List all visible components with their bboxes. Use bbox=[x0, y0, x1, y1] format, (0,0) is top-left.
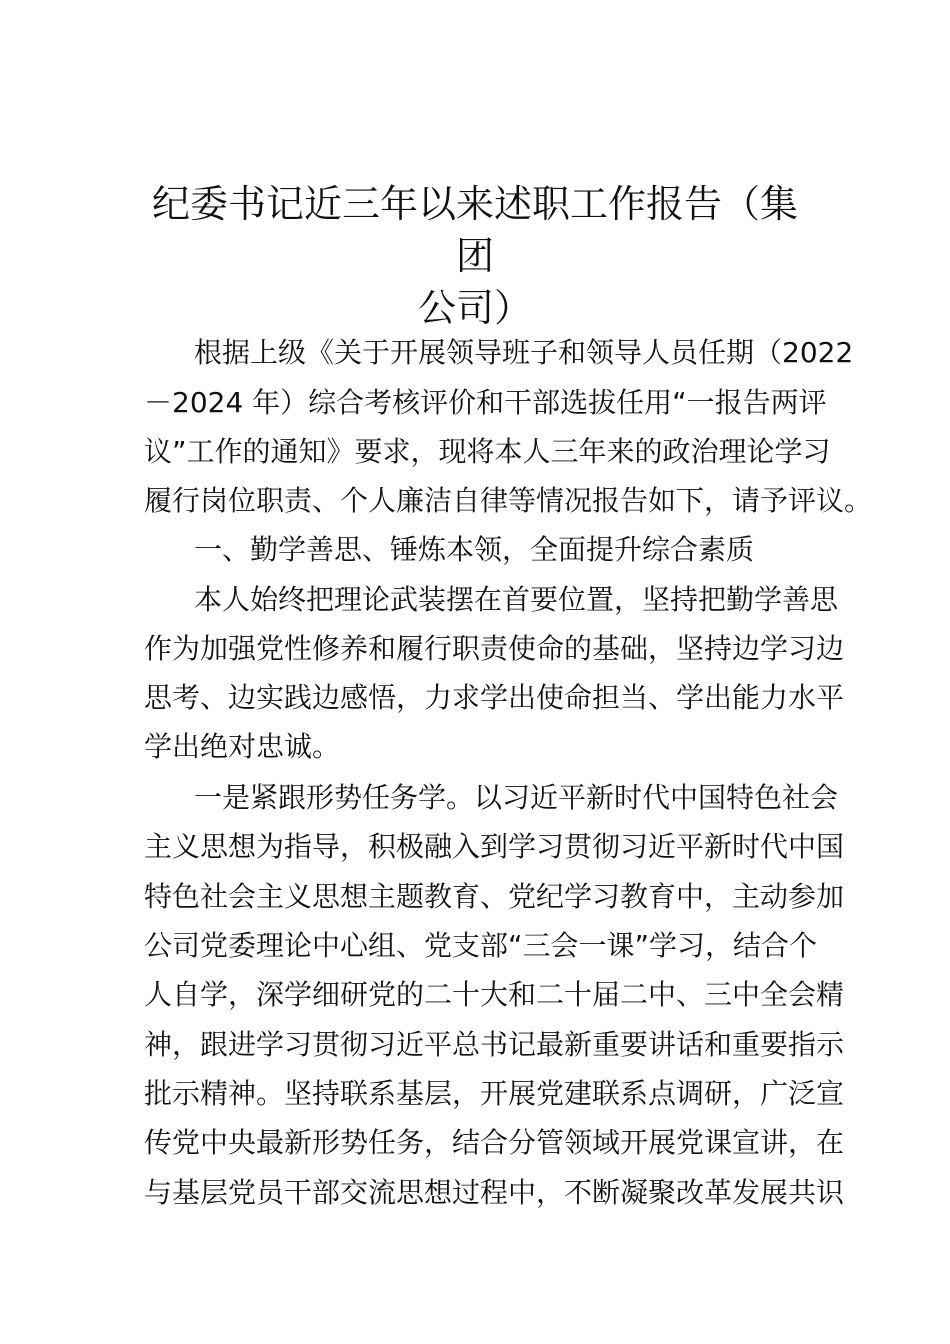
paragraph-line: 人自学，深学细研党的二十大和二十届二中、三中全会精 bbox=[144, 978, 845, 1011]
paragraph-line: 特色社会主义思想主题教育、党纪学习教育中，主动参加 bbox=[144, 880, 845, 913]
paragraph-line: 履行岗位职责、个人廉洁自律等情况报告如下，请予评议。 bbox=[144, 484, 873, 517]
paragraph-line: 公司党委理论中心组、党支部“三会一课”学习，结合个 bbox=[144, 929, 818, 962]
paragraph-line: 神，跟进学习贯彻习近平总书记最新重要讲话和重要指示 bbox=[144, 1028, 845, 1061]
title-line-2: 公司） bbox=[417, 286, 532, 330]
document-title bbox=[140, 178, 810, 334]
paragraph-line: 作为加强党性修养和履行职责使命的基础，坚持边学习边 bbox=[144, 632, 845, 665]
paragraph-line: 本人始终把理论武装摆在首要位置，坚持把勤学善思 bbox=[194, 583, 839, 616]
paragraph-line: 学出绝对忠诚。 bbox=[144, 730, 341, 763]
paragraph-line: 主义思想为指导，积极融入到学习贯彻习近平新时代中国 bbox=[144, 830, 845, 863]
paragraph-line: －2024 年）综合考核评价和干部选拔任用“一报告两评 bbox=[144, 386, 827, 419]
paragraph-line: 传党中央最新形势任务，结合分管领域开展党课宣讲，在 bbox=[144, 1126, 845, 1159]
paragraph-line: 与基层党员干部交流思想过程中，不断凝聚改革发展共识 bbox=[144, 1176, 845, 1209]
paragraph-line: 批示精神。坚持联系基层，开展党建联系点调研，广泛宣 bbox=[144, 1077, 845, 1110]
paragraph-line: 根据上级《关于开展领导班子和领导人员任期（2022 bbox=[194, 336, 854, 369]
paragraph-line: 一是紧跟形势任务学。以习近平新时代中国特色社会 bbox=[194, 781, 839, 814]
title-line-1: 纪委书记近三年以来述职工作报告（集团 bbox=[151, 182, 798, 278]
paragraph-line: 议”工作的通知》要求，现将本人三年来的政治理论学习 bbox=[144, 435, 831, 468]
paragraph-line: 思考、边实践边感悟，力求学出使命担当、学出能力水平 bbox=[144, 681, 845, 714]
section-heading: 一、勤学善思、锤炼本领，全面提升综合素质 bbox=[194, 533, 755, 566]
